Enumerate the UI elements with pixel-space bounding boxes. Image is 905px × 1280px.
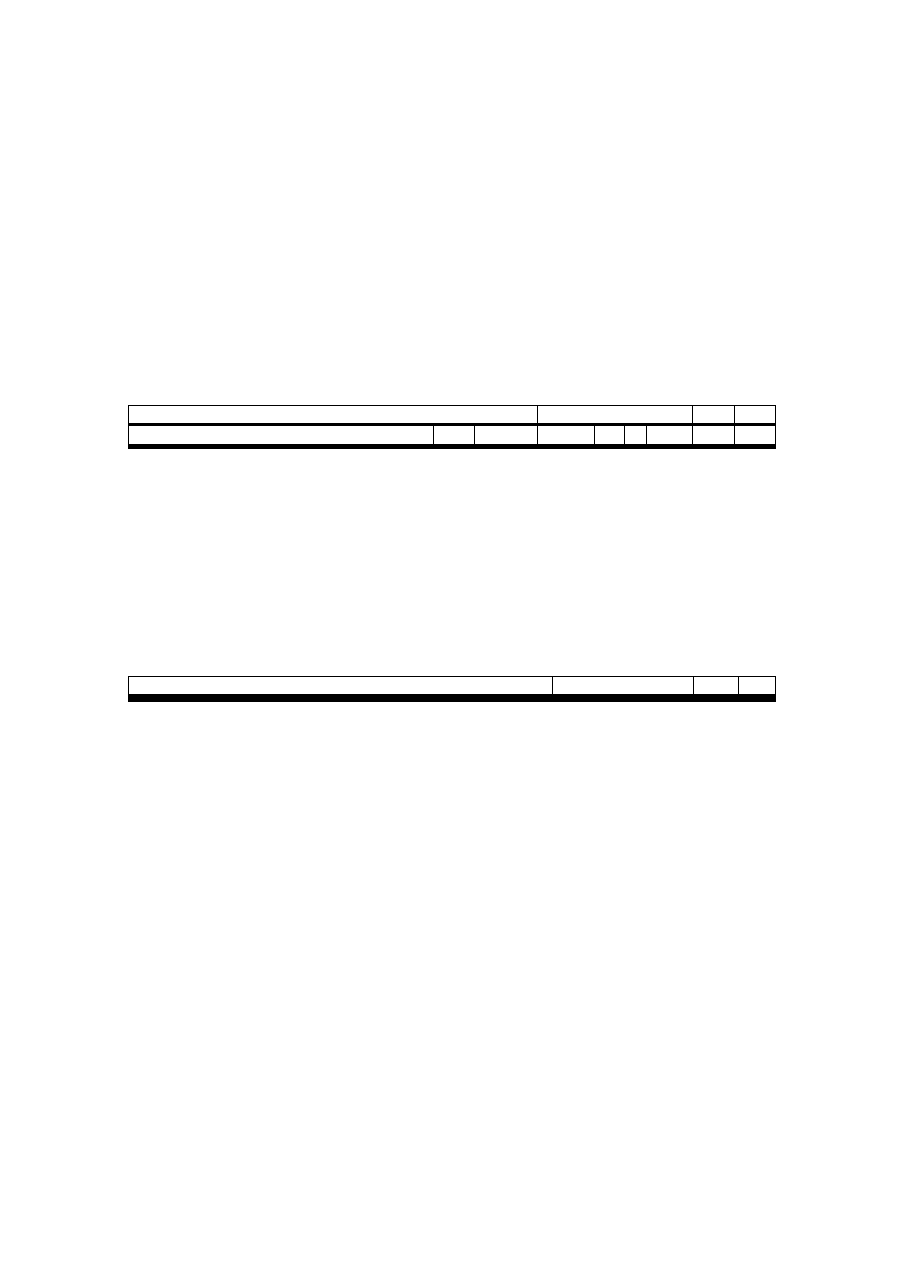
- semester-2-table: [128, 676, 776, 702]
- table-row: [129, 426, 776, 445]
- course-name: [129, 426, 434, 445]
- total-row: [129, 701, 776, 702]
- semester-1-table: [128, 405, 776, 449]
- table-title-row: [129, 677, 776, 695]
- semester-title: [129, 406, 538, 424]
- hours-header: [538, 406, 693, 424]
- table-title-row: [129, 406, 776, 424]
- semester-title: [129, 677, 553, 695]
- total-row: [129, 448, 776, 449]
- hours-header: [552, 677, 693, 695]
